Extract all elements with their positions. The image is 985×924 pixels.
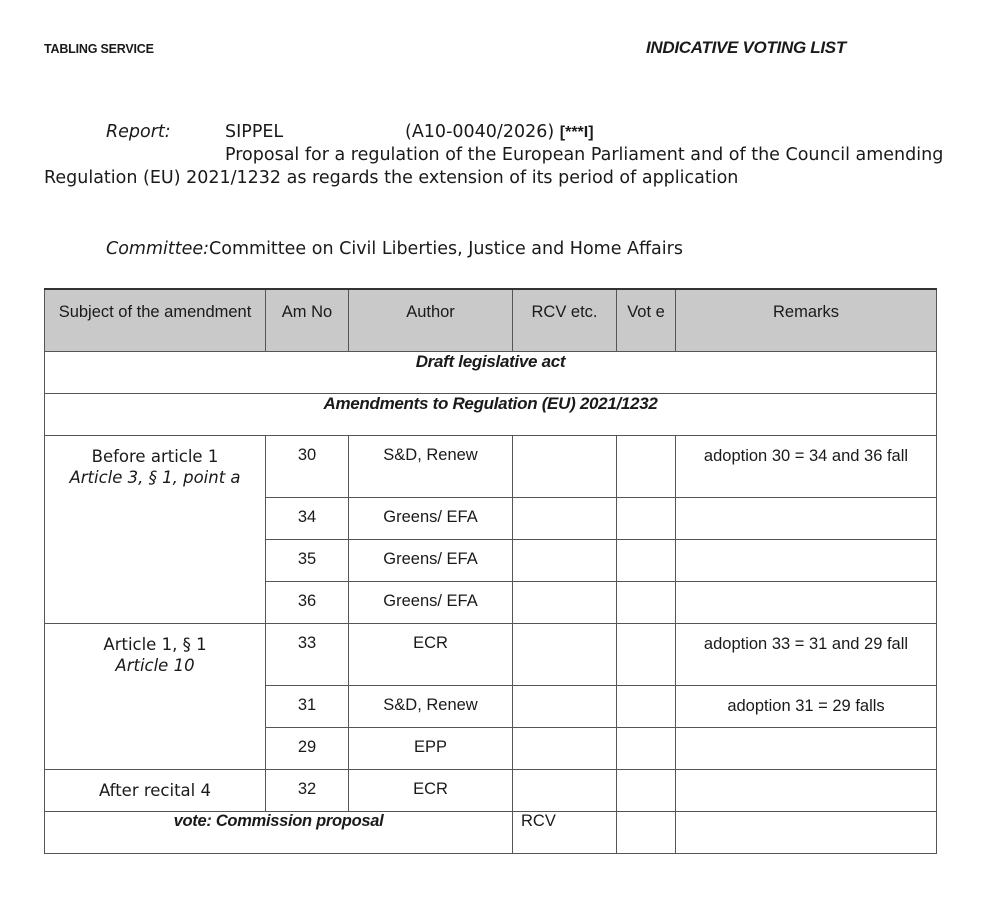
voting-table [44, 288, 937, 854]
vote-cell [617, 727, 676, 769]
am-no-cell: 34 [266, 497, 349, 539]
vote-cell [617, 539, 676, 581]
remarks-cell [676, 769, 937, 811]
author-cell: EPP [349, 727, 513, 769]
am-no-cell: 29 [266, 727, 349, 769]
committee-line [106, 239, 683, 259]
col-remarks: Remarks [676, 289, 937, 351]
remarks-cell [676, 539, 937, 581]
rapporteur: SIPPEL [225, 122, 284, 142]
rcv-cell [513, 435, 617, 497]
vote-cell [617, 811, 676, 853]
col-vote: Vot e [617, 289, 676, 351]
author-cell: Greens/ EFA [349, 581, 513, 623]
section-draft-act: Draft legislative act [45, 351, 937, 393]
final-vote-label: vote: Commission proposal [45, 811, 513, 853]
am-no-cell: 35 [266, 539, 349, 581]
report-title: Proposal for a regulation of the European Parliament and of the Council amending Regulation (EU) 2021/1232 as regards the extension of its period of application [44, 145, 944, 188]
table-row [45, 435, 937, 497]
report-label: Report: [106, 122, 171, 142]
vote-cell [617, 685, 676, 727]
remarks-cell: adoption 30 = 34 and 36 fall [676, 435, 937, 497]
subject-cell [45, 435, 266, 623]
remarks-cell: adoption 33 = 31 and 29 fall [676, 623, 937, 685]
final-vote-rcv: RCV [513, 811, 617, 853]
committee-label: Committee: [106, 239, 210, 259]
remarks-cell [676, 811, 937, 853]
am-no-cell: 32 [266, 769, 349, 811]
author-cell: Greens/ EFA [349, 539, 513, 581]
section-row [45, 393, 937, 435]
author-cell: Greens/ EFA [349, 497, 513, 539]
rcv-cell [513, 685, 617, 727]
subject-article: Article 10 [115, 655, 195, 675]
rcv-cell [513, 539, 617, 581]
committee-name: Committee on Civil Liberties, Justice and Home Affairs [209, 239, 683, 259]
report-number: (A10-0040/2026) [405, 122, 555, 142]
table-row [45, 769, 937, 811]
tabling-service-label: TABLING SERVICE [44, 42, 154, 56]
section-row [45, 351, 937, 393]
report-reference [405, 121, 594, 144]
rcv-cell [513, 581, 617, 623]
vote-cell [617, 435, 676, 497]
author-cell: S&D, Renew [349, 685, 513, 727]
voting-list-title: INDICATIVE VOTING LIST [646, 38, 846, 57]
subject-cell [45, 769, 266, 811]
table-header-row [45, 289, 937, 351]
subject-text: Article 1, § 1 [103, 634, 207, 654]
remarks-cell: adoption 31 = 29 falls [676, 685, 937, 727]
subject-text: Before article 1 [91, 446, 219, 466]
col-rcv: RCV etc. [513, 289, 617, 351]
author-cell: ECR [349, 623, 513, 685]
col-subject: Subject of the amendment [45, 289, 266, 351]
col-author: Author [349, 289, 513, 351]
subject-article: Article 3, § 1, point a [69, 467, 241, 487]
am-no-cell: 31 [266, 685, 349, 727]
am-no-cell: 33 [266, 623, 349, 685]
author-cell: S&D, Renew [349, 435, 513, 497]
vote-cell [617, 623, 676, 685]
vote-cell [617, 581, 676, 623]
section-amendments: Amendments to Regulation (EU) 2021/1232 [45, 393, 937, 435]
col-am-no: Am No [266, 289, 349, 351]
rcv-cell [513, 497, 617, 539]
final-vote-row [45, 811, 937, 853]
subject-text: After recital 4 [98, 780, 211, 800]
subject-cell [45, 623, 266, 769]
rcv-cell [513, 769, 617, 811]
procedure-code: [***I] [559, 124, 594, 141]
remarks-cell [676, 497, 937, 539]
vote-cell [617, 497, 676, 539]
remarks-cell [676, 581, 937, 623]
remarks-cell [676, 727, 937, 769]
table-row [45, 623, 937, 685]
am-no-cell: 36 [266, 581, 349, 623]
am-no-cell: 30 [266, 435, 349, 497]
rcv-cell [513, 727, 617, 769]
vote-cell [617, 769, 676, 811]
author-cell: ECR [349, 769, 513, 811]
rcv-cell [513, 623, 617, 685]
